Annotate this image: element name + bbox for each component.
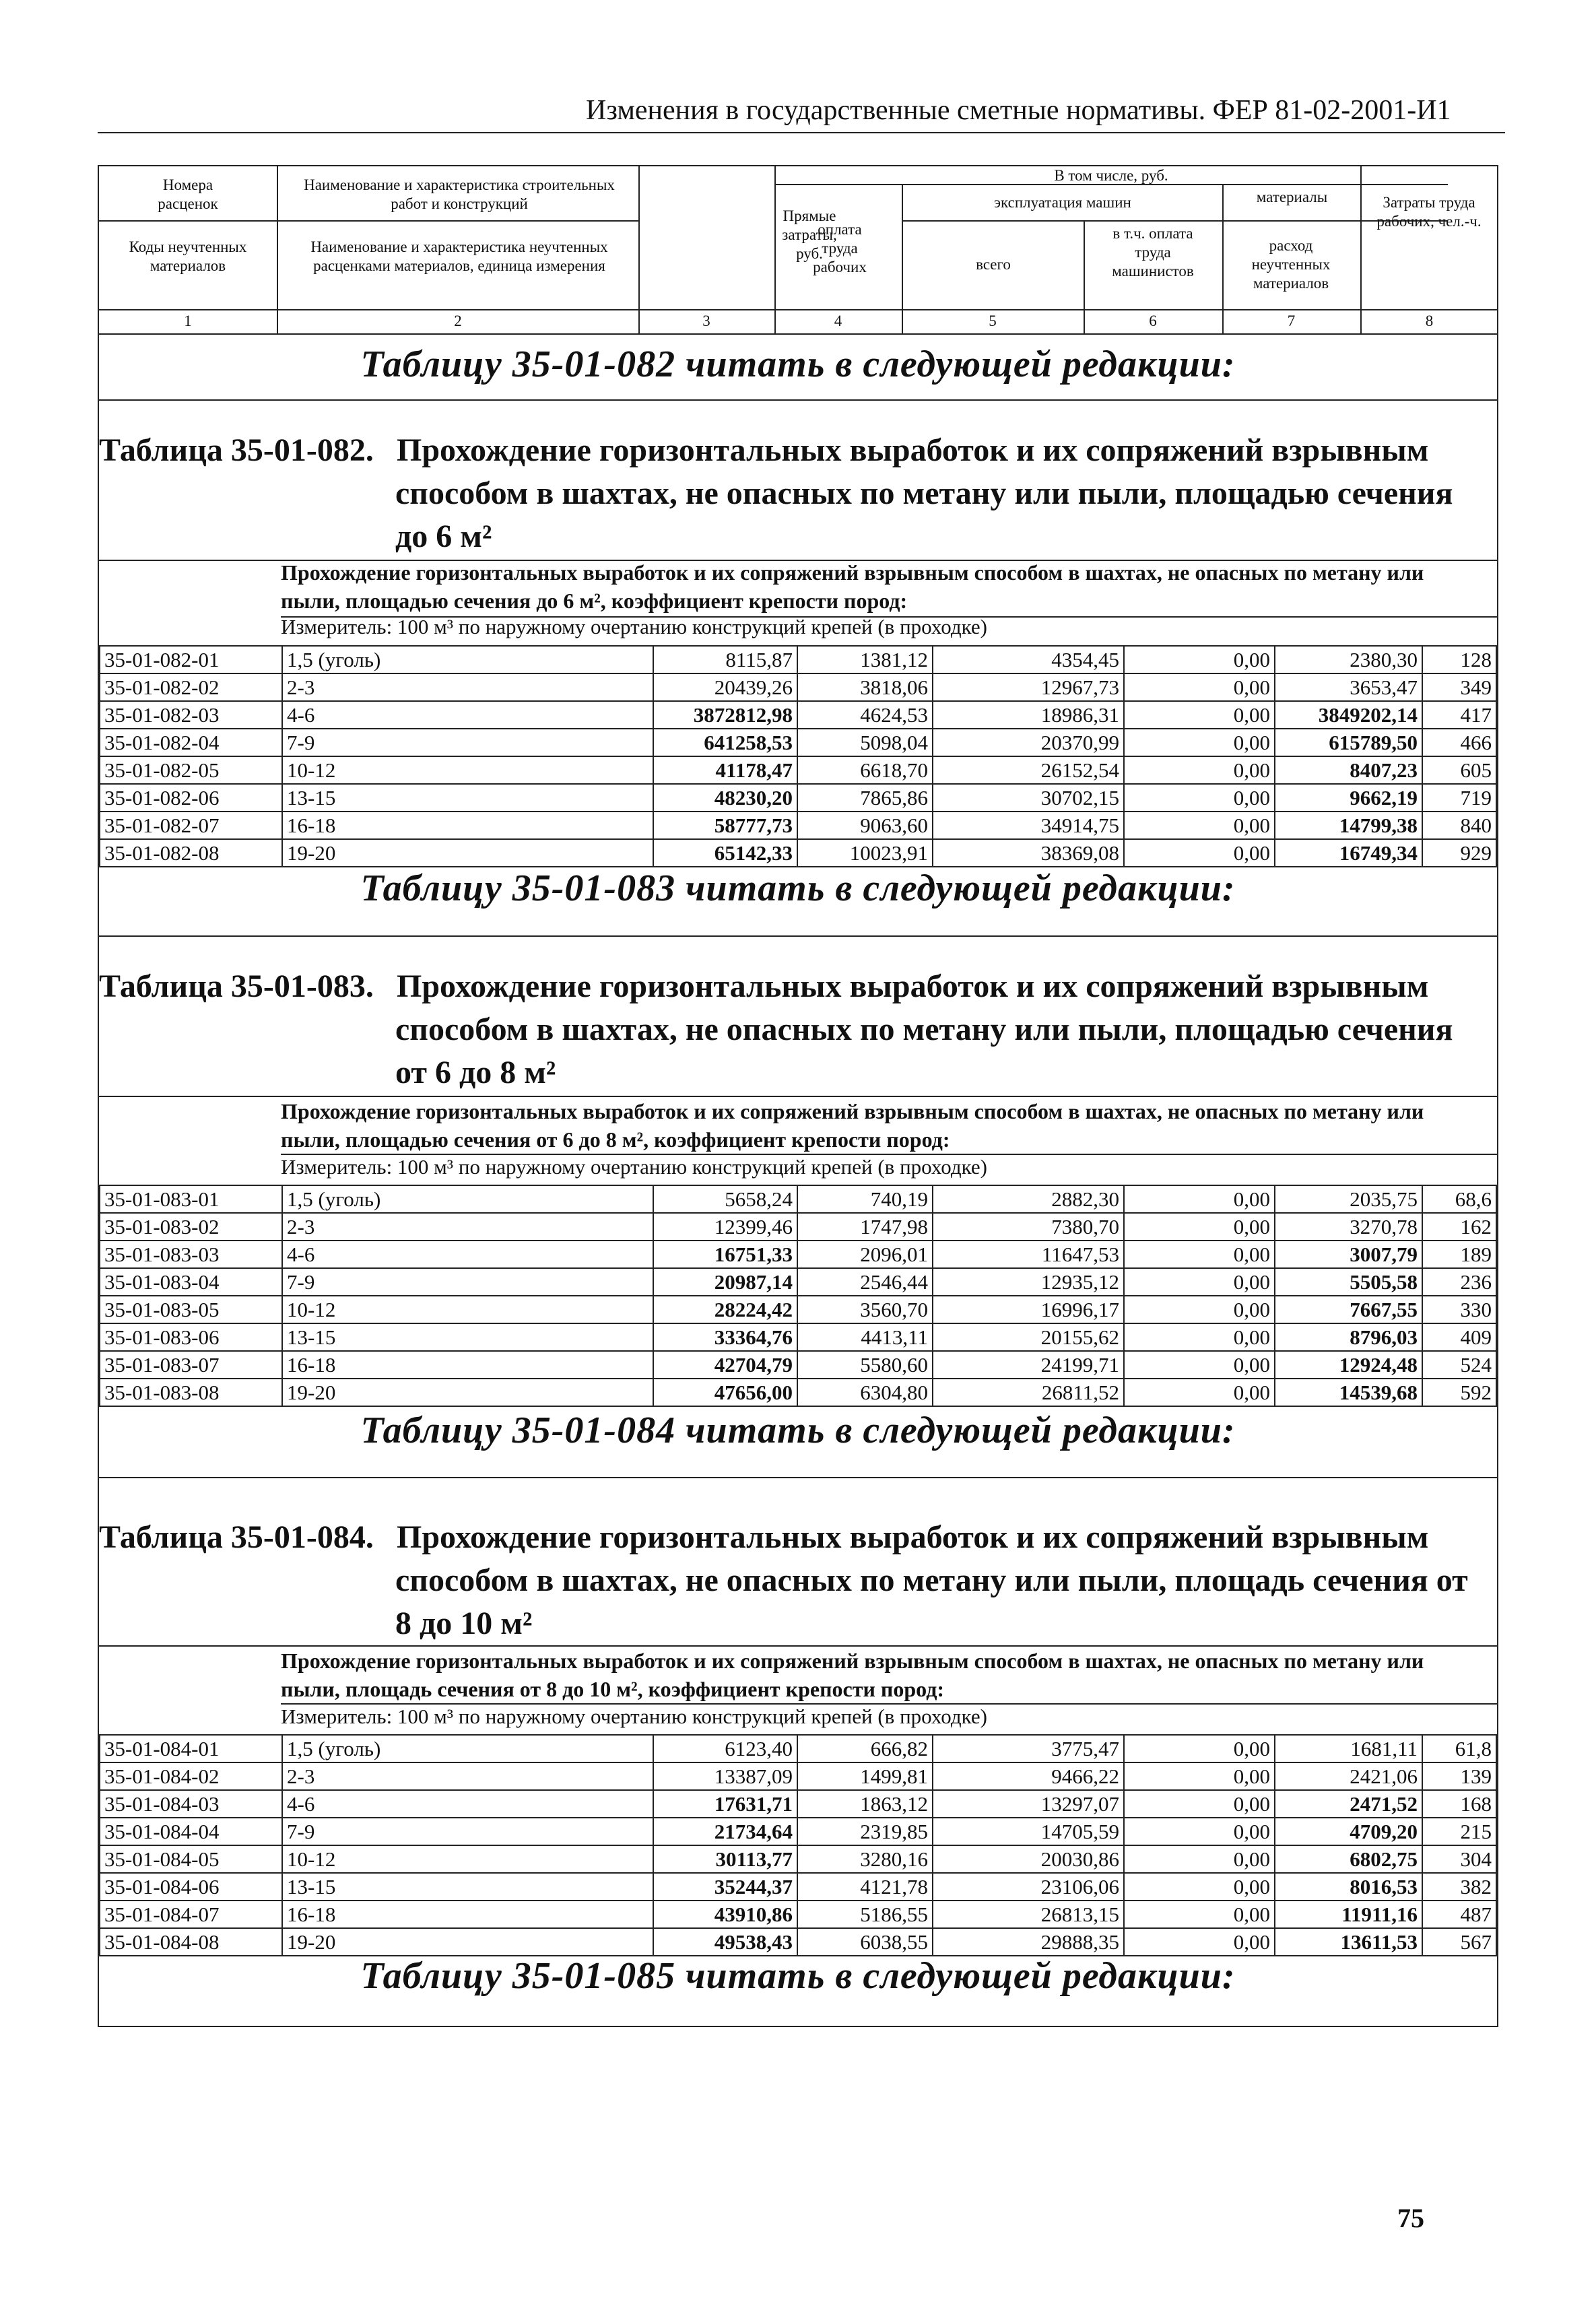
table-cell: 7667,55 (1275, 1296, 1422, 1323)
table-cell: 29888,35 (933, 1928, 1124, 1956)
table-cell: 8016,53 (1275, 1873, 1422, 1901)
table-cell: 61,8 (1422, 1735, 1496, 1762)
table-cell: 0,00 (1124, 1901, 1275, 1928)
rates-table (99, 1734, 1497, 1956)
table-cell: 466 (1422, 729, 1496, 756)
table-cell: 30113,77 (653, 1845, 797, 1873)
table-cell: 14539,68 (1275, 1379, 1422, 1406)
table-cell: 1,5 (уголь) (282, 1185, 653, 1213)
table-cell: 417 (1422, 701, 1496, 729)
header-direct-costs: Прямые затраты, руб. (782, 207, 837, 262)
table-cell: 13-15 (282, 1873, 653, 1901)
column-number: 5 (989, 312, 997, 329)
table-cell: 3872812,98 (653, 701, 797, 729)
section-banner: Таблицу 35-01-082 читать в следующей редакции: (360, 343, 1236, 385)
table-cell: 10-12 (282, 756, 653, 784)
table-cell: 330 (1422, 1296, 1496, 1323)
table-cell: 4709,20 (1275, 1818, 1422, 1845)
table-cell: 24199,71 (933, 1351, 1124, 1379)
table-cell: 35-01-083-06 (100, 1323, 282, 1351)
table-cell: 740,19 (797, 1185, 933, 1213)
table-cell: 3849202,14 (1275, 701, 1422, 729)
section-description: Прохождение горизонтальных выработок и их сопряжений взрывным способом в шахтах, не опасных по метану или пыли, площадью сечения до 6 м², коэффициент крепости пород: (281, 560, 1424, 613)
table-cell: 1381,12 (797, 646, 933, 673)
table-row (100, 1296, 1496, 1323)
table-row (100, 1845, 1496, 1873)
table-cell: 5186,55 (797, 1901, 933, 1928)
rates-table (99, 1185, 1497, 1407)
table-cell: 4354,45 (933, 646, 1124, 673)
table-cell: 7-9 (282, 1268, 653, 1296)
unit-of-measure: Измеритель: 100 м³ по наружному очертанию конструкций крепей (в проходке) (281, 1155, 987, 1179)
table-cell: 35-01-083-03 (100, 1241, 282, 1268)
table-cell: 26152,54 (933, 756, 1124, 784)
table-cell: 487 (1422, 1901, 1496, 1928)
table-cell: 7380,70 (933, 1213, 1124, 1241)
table-row (100, 784, 1496, 812)
table-title-line: способом в шахтах, не опасных по метану или пыли, площадью сечения (395, 475, 1453, 511)
table-cell: 382 (1422, 1873, 1496, 1901)
table-cell: 11647,53 (933, 1241, 1124, 1268)
table-cell: 2096,01 (797, 1241, 933, 1268)
section-banner: Таблицу 35-01-084 читать в следующей редакции: (360, 1410, 1236, 1451)
table-cell: 2421,06 (1275, 1762, 1422, 1790)
table-cell: 35-01-083-08 (100, 1379, 282, 1406)
header-machinist-pay: в т.ч. оплата труда машинистов (1112, 225, 1194, 279)
header-line (99, 309, 1497, 310)
table-cell: 35-01-083-04 (100, 1268, 282, 1296)
table-cell: 0,00 (1124, 1241, 1275, 1268)
table-cell: 189 (1422, 1241, 1496, 1268)
table-row (100, 673, 1496, 701)
table-row (100, 1790, 1496, 1818)
table-cell: 1681,11 (1275, 1735, 1422, 1762)
table-cell: 35-01-082-04 (100, 729, 282, 756)
table-row (100, 1818, 1496, 1845)
table-title-label: Таблица 35-01-084. (99, 1519, 374, 1555)
table-cell: 16996,17 (933, 1296, 1124, 1323)
table-cell: 30702,15 (933, 784, 1124, 812)
table-cell: 0,00 (1124, 1928, 1275, 1956)
table-cell: 1747,98 (797, 1213, 933, 1241)
table-row (100, 646, 1496, 673)
table-cell: 3270,78 (1275, 1213, 1422, 1241)
table-cell: 35-01-084-06 (100, 1873, 282, 1901)
table-cell: 48230,20 (653, 784, 797, 812)
table-cell: 1,5 (уголь) (282, 1735, 653, 1762)
table-cell: 35-01-082-06 (100, 784, 282, 812)
table-cell: 4-6 (282, 1241, 653, 1268)
table-cell: 2882,30 (933, 1185, 1124, 1213)
table-cell: 7865,86 (797, 784, 933, 812)
table-cell: 19-20 (282, 1379, 653, 1406)
table-cell: 14799,38 (1275, 812, 1422, 839)
header-line (774, 166, 776, 335)
table-cell: 35-01-082-08 (100, 839, 282, 867)
header-work-name: Наименование и характеристика строительных работ и конструкций (304, 176, 615, 212)
table-cell: 236 (1422, 1268, 1496, 1296)
table-cell: 16-18 (282, 1901, 653, 1928)
table-cell: 0,00 (1124, 1735, 1275, 1762)
column-number: 7 (1287, 312, 1296, 329)
table-cell: 409 (1422, 1323, 1496, 1351)
table-cell: 4413,11 (797, 1323, 933, 1351)
table-cell: 0,00 (1124, 1873, 1275, 1901)
table-cell: 162 (1422, 1213, 1496, 1241)
table-cell: 8796,03 (1275, 1323, 1422, 1351)
table-cell: 6802,75 (1275, 1845, 1422, 1873)
table-row (100, 701, 1496, 729)
table-cell: 2-3 (282, 673, 653, 701)
table-cell: 26813,15 (933, 1901, 1124, 1928)
header-materials: материалы (1256, 189, 1328, 205)
header-material-codes: Коды неучтенных материалов (129, 238, 247, 274)
table-cell: 20370,99 (933, 729, 1124, 756)
table-cell: 0,00 (1124, 784, 1275, 812)
section-rule (99, 1477, 1497, 1478)
table-title-line: от 6 до 8 м² (395, 1055, 556, 1090)
table-cell: 5098,04 (797, 729, 933, 756)
table-cell: 929 (1422, 839, 1496, 867)
table-cell: 35-01-082-05 (100, 756, 282, 784)
table-cell: 615789,50 (1275, 729, 1422, 756)
table-cell: 9662,19 (1275, 784, 1422, 812)
table-row (100, 1873, 1496, 1901)
table-cell: 0,00 (1124, 812, 1275, 839)
table-cell: 47656,00 (653, 1379, 797, 1406)
table-cell: 0,00 (1124, 1818, 1275, 1845)
table-title-label: Таблица 35-01-082. (99, 432, 374, 468)
table-cell: 20987,14 (653, 1268, 797, 1296)
unit-of-measure: Измеритель: 100 м³ по наружному очертанию конструкций крепей (в проходке) (281, 1705, 987, 1728)
table-cell: 9063,60 (797, 812, 933, 839)
table-cell: 35244,37 (653, 1873, 797, 1901)
table-cell: 38369,08 (933, 839, 1124, 867)
table-cell: 3653,47 (1275, 673, 1422, 701)
table-cell: 0,00 (1124, 1323, 1275, 1351)
table-cell: 58777,73 (653, 812, 797, 839)
table-title-line: Прохождение горизонтальных выработок и их сопряжений взрывным (397, 968, 1429, 1004)
table-cell: 5580,60 (797, 1351, 933, 1379)
table-cell: 35-01-084-04 (100, 1818, 282, 1845)
header-machines-total: всего (976, 256, 1011, 273)
table-cell: 0,00 (1124, 1762, 1275, 1790)
table-cell: 3280,16 (797, 1845, 933, 1873)
header-line (99, 333, 1497, 335)
table-cell: 0,00 (1124, 1351, 1275, 1379)
table-cell: 2035,75 (1275, 1185, 1422, 1213)
table-row (100, 729, 1496, 756)
table-cell: 16-18 (282, 1351, 653, 1379)
table-cell: 35-01-082-03 (100, 701, 282, 729)
table-cell: 13-15 (282, 784, 653, 812)
table-cell: 35-01-084-03 (100, 1790, 282, 1818)
table-cell: 35-01-084-07 (100, 1901, 282, 1928)
table-cell: 5505,58 (1275, 1268, 1422, 1296)
table-row (100, 812, 1496, 839)
table-title-line: Прохождение горизонтальных выработок и их сопряжений взрывным (397, 1519, 1429, 1555)
section-rule (99, 935, 1497, 937)
table-row (100, 1241, 1496, 1268)
table-cell: 35-01-084-02 (100, 1762, 282, 1790)
table-cell: 605 (1422, 756, 1496, 784)
table-title-line: способом в шахтах, не опасных по метану или пыли, площадью сечения (395, 1012, 1453, 1047)
section-description: Прохождение горизонтальных выработок и их сопряжений взрывным способом в шахтах, не опасных по метану или пыли, площадью сечения от 6 до 8 м², коэффициент крепости пород: (281, 1099, 1424, 1152)
table-cell: 0,00 (1124, 1185, 1275, 1213)
header-line (277, 166, 278, 335)
table-cell: 35-01-082-07 (100, 812, 282, 839)
table-cell: 21734,64 (653, 1818, 797, 1845)
table-cell: 33364,76 (653, 1323, 797, 1351)
table-cell: 7-9 (282, 729, 653, 756)
header-material-name: Наименование и характеристика неучтенных расценками материалов, единица измерения (310, 238, 608, 274)
table-cell: 840 (1422, 812, 1496, 839)
table-row (100, 1379, 1496, 1406)
column-header (99, 166, 1497, 335)
table-cell: 28224,42 (653, 1296, 797, 1323)
document-table-frame (98, 165, 1498, 2027)
column-number: 3 (702, 312, 710, 329)
table-cell: 1863,12 (797, 1790, 933, 1818)
table-cell: 3818,06 (797, 673, 933, 701)
table-cell: 8115,87 (653, 646, 797, 673)
column-number: 2 (454, 312, 462, 329)
table-cell: 304 (1422, 1845, 1496, 1873)
header-rates: Номера расценок (158, 176, 218, 212)
header-line (1360, 166, 1362, 335)
column-number: 6 (1149, 312, 1157, 329)
section-rule (99, 399, 1497, 401)
table-cell: 2319,85 (797, 1818, 933, 1845)
table-cell: 13387,09 (653, 1762, 797, 1790)
section-banner: Таблицу 35-01-085 читать в следующей редакции: (360, 1955, 1236, 1997)
page-number: 75 (1397, 2203, 1424, 2233)
table-cell: 11911,16 (1275, 1901, 1422, 1928)
table-cell: 8407,23 (1275, 756, 1422, 784)
table-cell: 666,82 (797, 1735, 933, 1762)
section-banner: Таблицу 35-01-083 читать в следующей редакции: (360, 867, 1236, 909)
section-description: Прохождение горизонтальных выработок и их сопряжений взрывным способом в шахтах, не опасных по метану или пыли, площадь сечения от 8 до 10 м², коэффициент крепости пород: (281, 1649, 1424, 1701)
table-cell: 0,00 (1124, 673, 1275, 701)
table-cell: 10-12 (282, 1296, 653, 1323)
table-cell: 4624,53 (797, 701, 933, 729)
table-title-line: 8 до 10 м² (395, 1606, 533, 1641)
header-rule (98, 132, 1505, 133)
table-cell: 1,5 (уголь) (282, 646, 653, 673)
table-cell: 168 (1422, 1790, 1496, 1818)
table-title-line: способом в шахтах, не опасных по метану или пыли, площадь сечения от (395, 1562, 1468, 1598)
table-cell: 49538,43 (653, 1928, 797, 1956)
table-cell: 9466,22 (933, 1762, 1124, 1790)
table-cell: 3560,70 (797, 1296, 933, 1323)
table-cell: 13-15 (282, 1323, 653, 1351)
table-cell: 43910,86 (653, 1901, 797, 1928)
table-cell: 2546,44 (797, 1268, 933, 1296)
header-labor-pay: оплата труда рабочих (813, 221, 867, 275)
table-title-line: до 6 м² (395, 519, 492, 554)
table-cell: 16751,33 (653, 1241, 797, 1268)
table-row (100, 1351, 1496, 1379)
table-cell: 35-01-083-05 (100, 1296, 282, 1323)
header-labor-cost: Затраты труда рабочих, чел.-ч. (1376, 194, 1482, 230)
table-cell: 14705,59 (933, 1818, 1124, 1845)
table-title-label: Таблица 35-01-083. (99, 968, 374, 1004)
document-header: Изменения в государственные сметные нормативы. ФЕР 81-02-2001-И1 (586, 95, 1451, 126)
table-cell: 5658,24 (653, 1185, 797, 1213)
table-cell: 13611,53 (1275, 1928, 1422, 1956)
table-cell: 0,00 (1124, 1296, 1275, 1323)
table-cell: 6038,55 (797, 1928, 933, 1956)
table-cell: 18986,31 (933, 701, 1124, 729)
table-cell: 13297,07 (933, 1790, 1124, 1818)
header-line (277, 220, 639, 222)
table-title-line: Прохождение горизонтальных выработок и их сопряжений взрывным (397, 432, 1429, 468)
header-materials-use: расход неучтенных материалов (1251, 237, 1331, 292)
table-cell: 7-9 (282, 1818, 653, 1845)
table-cell: 567 (1422, 1928, 1496, 1956)
table-cell: 524 (1422, 1351, 1496, 1379)
table-cell: 10023,91 (797, 839, 933, 867)
table-cell: 592 (1422, 1379, 1496, 1406)
table-cell: 3007,79 (1275, 1241, 1422, 1268)
table-cell: 4121,78 (797, 1873, 933, 1901)
table-cell: 2380,30 (1275, 646, 1422, 673)
table-cell: 0,00 (1124, 701, 1275, 729)
table-row (100, 1268, 1496, 1296)
table-cell: 12935,12 (933, 1268, 1124, 1296)
header-machines: эксплуатация машин (994, 194, 1131, 211)
header-line (99, 220, 277, 222)
table-cell: 16-18 (282, 812, 653, 839)
table-cell: 12399,46 (653, 1213, 797, 1241)
table-cell: 12924,48 (1275, 1351, 1422, 1379)
table-cell: 4-6 (282, 701, 653, 729)
table-cell: 641258,53 (653, 729, 797, 756)
table-cell: 12967,73 (933, 673, 1124, 701)
table-cell: 215 (1422, 1818, 1496, 1845)
table-row (100, 1213, 1496, 1241)
table-cell: 719 (1422, 784, 1496, 812)
table-row (100, 1735, 1496, 1762)
table-cell: 19-20 (282, 839, 653, 867)
table-cell: 42704,79 (653, 1351, 797, 1379)
column-number: 8 (1425, 312, 1434, 329)
table-cell: 17631,71 (653, 1790, 797, 1818)
table-row (100, 756, 1496, 784)
table-cell: 0,00 (1124, 839, 1275, 867)
table-row (100, 1928, 1496, 1956)
table-cell: 35-01-084-05 (100, 1845, 282, 1873)
table-cell: 2-3 (282, 1213, 653, 1241)
table-cell: 35-01-083-02 (100, 1213, 282, 1241)
table-cell: 1499,81 (797, 1762, 933, 1790)
table-cell: 35-01-084-01 (100, 1735, 282, 1762)
table-cell: 139 (1422, 1762, 1496, 1790)
table-cell: 23106,06 (933, 1873, 1124, 1901)
table-cell: 10-12 (282, 1845, 653, 1873)
table-cell: 35-01-082-01 (100, 646, 282, 673)
table-cell: 35-01-083-01 (100, 1185, 282, 1213)
table-cell: 20155,62 (933, 1323, 1124, 1351)
table-row (100, 1762, 1496, 1790)
table-cell: 6123,40 (653, 1735, 797, 1762)
table-cell: 2-3 (282, 1762, 653, 1790)
table-cell: 20439,26 (653, 673, 797, 701)
header-including: В том числе, руб. (1054, 167, 1168, 184)
table-cell: 19-20 (282, 1928, 653, 1956)
table-cell: 16749,34 (1275, 839, 1422, 867)
table-cell: 35-01-082-02 (100, 673, 282, 701)
table-cell: 6618,70 (797, 756, 933, 784)
table-cell: 65142,33 (653, 839, 797, 867)
column-number: 1 (184, 312, 192, 329)
table-cell: 0,00 (1124, 1268, 1275, 1296)
table-row (100, 839, 1496, 867)
table-cell: 35-01-083-07 (100, 1351, 282, 1379)
table-cell: 2471,52 (1275, 1790, 1422, 1818)
unit-of-measure: Измеритель: 100 м³ по наружному очертанию конструкций крепей (в проходке) (281, 615, 987, 638)
table-cell: 0,00 (1124, 646, 1275, 673)
table-cell: 34914,75 (933, 812, 1124, 839)
table-cell: 128 (1422, 646, 1496, 673)
table-cell: 35-01-084-08 (100, 1928, 282, 1956)
table-cell: 0,00 (1124, 1845, 1275, 1873)
rates-table (99, 645, 1497, 867)
table-cell: 68,6 (1422, 1185, 1496, 1213)
table-cell: 0,00 (1124, 1379, 1275, 1406)
table-cell: 26811,52 (933, 1379, 1124, 1406)
table-cell: 0,00 (1124, 1790, 1275, 1818)
table-cell: 6304,80 (797, 1379, 933, 1406)
table-row (100, 1185, 1496, 1213)
table-row (100, 1323, 1496, 1351)
table-cell: 0,00 (1124, 729, 1275, 756)
table-cell: 41178,47 (653, 756, 797, 784)
header-line (638, 166, 640, 335)
table-row (100, 1901, 1496, 1928)
table-cell: 0,00 (1124, 1213, 1275, 1241)
table-cell: 0,00 (1124, 756, 1275, 784)
table-cell: 3775,47 (933, 1735, 1124, 1762)
table-cell: 20030,86 (933, 1845, 1124, 1873)
table-cell: 4-6 (282, 1790, 653, 1818)
column-number: 4 (834, 312, 842, 329)
table-cell: 349 (1422, 673, 1496, 701)
